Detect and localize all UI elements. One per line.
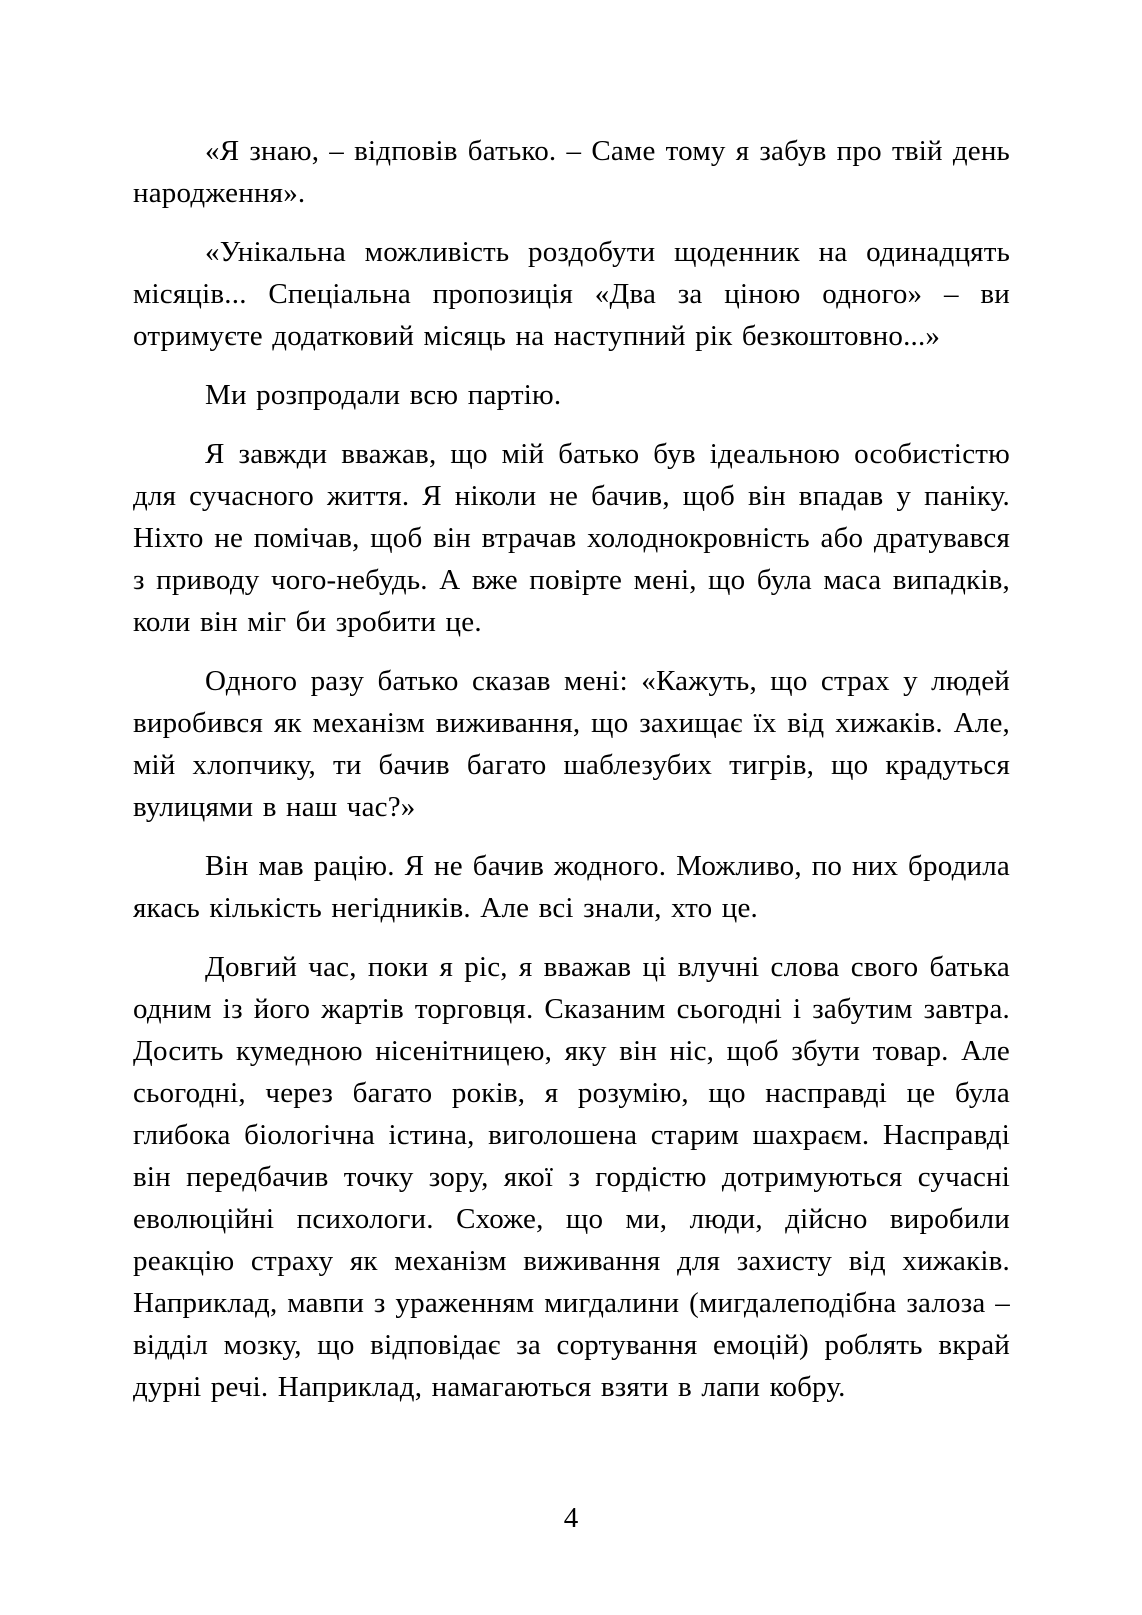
paragraph: Одного разу батько сказав мені: «Кажуть, що страх у людей виробився як механізм виживання, що захищає їх від хижаків. Але, мій хлопчику, ти бачив багато шаблезубих тигрів, що крадуться вулицями в наш час?» [133,665,1010,823]
paragraph: «Унікальна можливість роздобути щоденник на одинадцять місяців... Спеціальна пропозиція «Два за ціною одного» – ви отримуєте додатковий місяць на наступний рік безкоштовно...» [133,236,1010,352]
paragraph: Він мав рацію. Я не бачив жодного. Можливо, по них бродила якась кількість негідників. Але всі знали, хто це. [133,850,1010,924]
page-footer [0,1485,1142,1615]
paragraph: Ми розпродали всю партію. [205,379,562,411]
paragraph: «Я знаю, – відповів батько. – Саме тому я забув про твій день народження». [133,135,1010,209]
page-number: 4 [563,1502,579,1534]
paragraph: Я завжди вважав, що мій батько був ідеальною особистістю для сучасного життя. Я ніколи не бачив, щоб він впадав у паніку. Ніхто не помічав, щоб він втрачав холоднокровність або дратувався з приводу чого-небудь. А вже повірте мені, що була маса випадків, коли він міг би зробити це. [133,438,1010,638]
text-block [133,130,1010,1408]
paragraph: Довгий час, поки я ріс, я вважав ці влучні слова свого батька одним із його жартів торговця. Сказаним сьогодні і забутим завтра. Досить кумедною нісенітницею, яку він ніс, щоб збути товар. Але сьогодні, через багато років, я розумію, що насправді це була глибока біологічна істина, виголошена старим шахраєм. Насправді він передбачив точку зору, якої з гордістю дотримуються сучасні еволюційні психологи. Схоже, що ми, люди, дійсно виробили реакцію страху як механізм виживання для захисту від хижаків. Наприклад, мавпи з ураженням мигдалини (мигдалеподібна залоза – відділ мозку, що відповідає за сортування емоцій) роблять вкрай дурні речі. Наприклад, намагаються взяти в лапи кобру. [133,951,1010,1403]
